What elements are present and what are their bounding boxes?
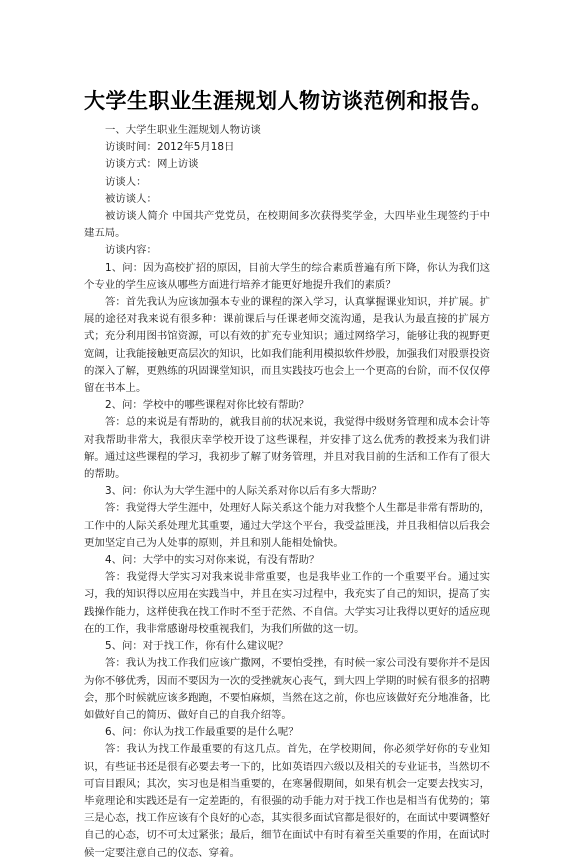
paragraph: 5、问：对于找工作，你有什么建议呢？ xyxy=(105,640,289,653)
paragraph: 2、问：学校中的哪些课程对你比较有帮助？ xyxy=(105,399,310,412)
paragraph: 访谈人： xyxy=(105,175,147,188)
paragraph: 3、问：你认为大学生涯中的人际关系对你以后有多大帮助？ xyxy=(105,485,382,498)
paragraph: 一、大学生职业生涯规划人物访谈 xyxy=(105,124,261,136)
document-title: 大学生职业生涯规划人物访谈范例和报告。 xyxy=(84,88,493,113)
paragraph: 答：总的来说是有帮助的，就我目前的状况来说，我觉得中级财务管理和成本会计等对我帮助非常大，我很庆幸学校开设了这些课程，并安排了这么优秀的教授来为我们讲解。通过这些课程的学习，我初步了解了财务管理，并且对我目前的生活和工作有了很大的帮助。 xyxy=(84,416,490,481)
paragraph: 答：我认为找工作我们应该广撒网，不要怕受挫，有时候一家公司没有要你并不是因为你不够优秀，因而不要因为一次的受挫就灰心丧气，到大四上学期的时候有很多的招聘会，那个时候就应该多跑跑，不要怕麻烦，当然在这之前，你也应该做好充分地准备，比如做好自己的简历、做好自己的自我介绍等。 xyxy=(84,657,490,721)
paragraph: 答：我觉得大学实习对我来说非常重要，也是我毕业工作的一个重要平台。通过实习，我的知识得以应用在实践当中，并且在实习过程中，我充实了自己的知识，提高了实践操作能力，这样使我在找工作时不至于茫然、不自信。大学实习让我得以更好的适应现在的工作，我非常感谢母校重视我们，为我们所做的这一切。 xyxy=(84,571,490,635)
paragraph: 访谈方式：网上访谈 xyxy=(105,158,199,171)
paragraph: 1、问：因为高校扩招的原因，目前大学生的综合素质普遍有所下降，你认为我们这个专业的学生应该从哪些方面进行培养才能更好地提升我们的素质？ xyxy=(84,261,490,291)
paragraph: 被访谈人： xyxy=(105,192,157,205)
paragraph: 被访谈人简介 中国共产党党员，在校期间多次获得奖学金，大四毕业生现签约于中建五局。 xyxy=(84,210,490,240)
paragraph: 6、问：你认为找工作最重要的是什么呢？ xyxy=(105,726,299,739)
document-body xyxy=(84,122,490,862)
paragraph: 答：我觉得大学生涯中，处理好人际关系这个能力对我整个人生都是非常有帮助的，工作中的人际关系处理尤其重要，通过大学这个平台，我受益匪浅，并且我相信以后我会更加坚定自己为人处事的原则，并且和别人能相处愉快。 xyxy=(84,502,490,549)
paragraph: 访谈内容： xyxy=(105,244,157,257)
paragraph: 4、问：大学中的实习对你来说，有没有帮助？ xyxy=(105,554,320,567)
paragraph: 答：我认为找工作最重要的有这几点。首先，在学校期间，你必须学好你的专业知识，有些证书还是很有必要去考一下的，比如英语四六级以及相关的专业证书，当然切不可盲目跟风；其次，实习也是相当重要的，在寒暑假期间，如果有机会一定要去找实习，毕竟理论和实践还是有一定差距的，有很强的动手能力对于找工作也是相当有优势的；第三是心态，找工作应该有个良好的心态，其实很多面试官都是很好的，在面试中要调整好自己的心态，切不可太过紧张；最后，细节在面试中有时有着至关重要的作用，在面试时候一定要注意自己的仪态、穿着。 xyxy=(84,743,490,859)
paragraph: 答：首先我认为应该加强本专业的课程的深入学习，认真掌握课业知识，并扩展。扩展的途径对我来说有很多种：课前课后与任课老师交流沟通，是我认为最直接的扩展方式；充分利用图书馆资源，可以有效的扩充专业知识；通过网络学习，能够让我的视野更宽阔，让我能接触更高层次的知识，比如我们能利用模拟软件炒股，加强我们对股票投资的深入了解，更熟练的巩固课堂知识，而且实践技巧也会上一个更高的台阶，而不仅仅停留在书本上。 xyxy=(84,296,490,395)
paragraph: 访谈时间：2012年5月18日 xyxy=(105,141,235,154)
